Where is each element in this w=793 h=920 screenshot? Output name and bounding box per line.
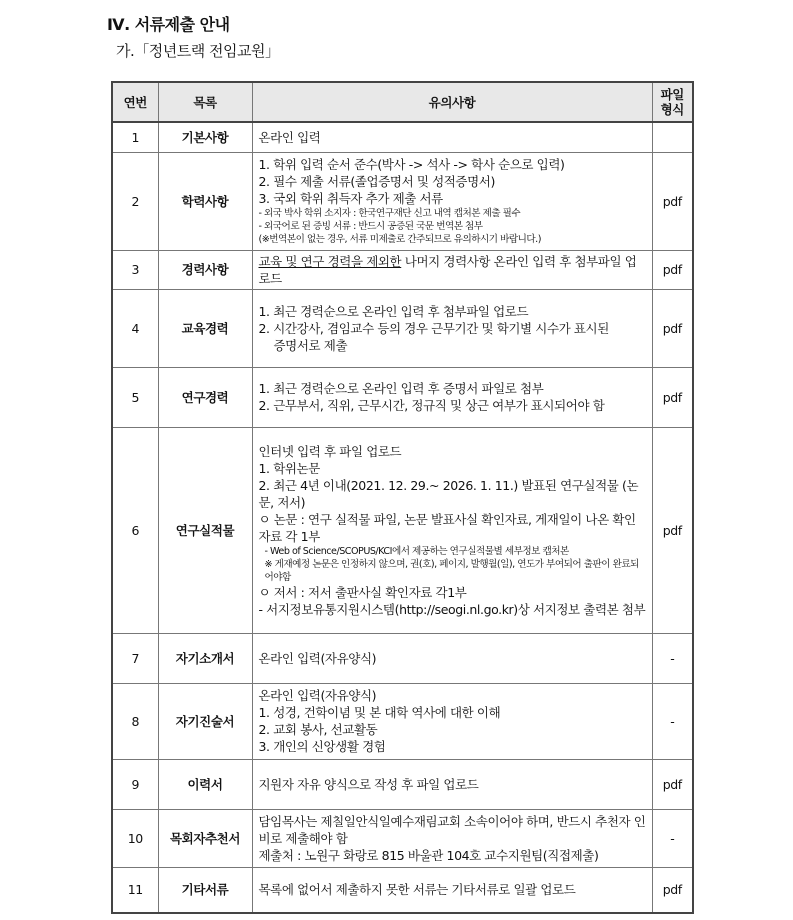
note-line: 2. 시간강사, 겸임교수 등의 경우 근무기간 및 학기별 시수가 표시된 — [258, 320, 609, 336]
table-row — [112, 809, 693, 867]
row-num: 5 — [112, 367, 158, 427]
note-underlined-text: 교육 및 연구 경력을 제외한 — [258, 253, 402, 269]
row-num: 4 — [112, 289, 158, 367]
row-name: 목회자추천서 — [158, 809, 252, 867]
row-type — [652, 122, 693, 152]
row-num: 3 — [112, 250, 158, 289]
row-note — [252, 633, 652, 683]
note-line: 1. 학위논문 — [258, 460, 320, 476]
row-name: 경력사항 — [158, 250, 252, 289]
row-num: 7 — [112, 633, 158, 683]
row-name: 기본사항 — [158, 122, 252, 152]
table-row — [112, 427, 693, 633]
header-type-line1: 파일 — [660, 87, 684, 102]
row-num: 9 — [112, 759, 158, 809]
header-note: 유의사항 — [252, 82, 652, 122]
note-line: 온라인 입력 — [258, 129, 321, 145]
row-type: pdf — [652, 759, 693, 809]
row-note — [252, 683, 652, 759]
note-line: 목록에 없어서 제출하지 못한 서류는 기타서류로 일괄 업로드 — [258, 882, 576, 898]
note-line: 2. 근무부서, 직위, 근무시간, 정규직 및 상근 여부가 표시되어야 함 — [258, 398, 605, 413]
row-note — [252, 867, 652, 913]
row-note — [252, 250, 652, 289]
row-note — [252, 809, 652, 867]
note-text: 나머지 경력사항 온라인 입력 후 첨부파일 업로드 — [258, 253, 637, 286]
row-type: pdf — [652, 367, 693, 427]
row-note — [252, 289, 652, 367]
note-line: 제출처 : 노원구 화랑로 815 바울관 104호 교수지원팀(직접제출) — [258, 847, 599, 863]
row-num: 8 — [112, 683, 158, 759]
row-type: pdf — [652, 867, 693, 913]
section-subheading: 가.「정년트랙 전임교원」 — [116, 42, 280, 60]
row-type: pdf — [652, 250, 693, 289]
row-name: 자기소개서 — [158, 633, 252, 683]
note-small-line: - 외국어로 된 증빙 서류 : 반드시 공증된 국문 번역본 첨부 — [258, 221, 483, 232]
row-name: 연구경력 — [158, 367, 252, 427]
note-line: 1. 최근 경력순으로 온라인 입력 후 첨부파일 업로드 — [258, 303, 529, 319]
row-num: 6 — [112, 427, 158, 633]
row-name: 이력서 — [158, 759, 252, 809]
row-num: 11 — [112, 867, 158, 913]
document-table — [111, 81, 694, 914]
note-line: 3. 국외 학위 취득자 추가 제출 서류 — [258, 191, 443, 206]
table-header-row — [112, 82, 693, 122]
row-note — [252, 759, 652, 809]
note-small-line: (※번역본이 없는 경우, 서류 미제출로 간주되므로 유의하시기 바랍니다.) — [258, 234, 541, 245]
note-line: - 서지정보유통지원시스템(http://seogi.nl.go.kr)상 서지정보 출력본 첨부 — [258, 601, 646, 617]
table-row — [112, 122, 693, 152]
row-num: 2 — [112, 152, 158, 250]
row-type: - — [652, 683, 693, 759]
note-line: ㅇ 저서 : 저서 출판사실 확인자료 각1부 — [258, 584, 467, 600]
header-type-line2: 형식 — [660, 102, 684, 117]
table-row — [112, 289, 693, 367]
row-type: - — [652, 809, 693, 867]
header-num: 연번 — [112, 82, 158, 122]
note-line: 1. 학위 입력 순서 준수(박사 -> 석사 -> 학사 순으로 입력) — [258, 157, 565, 172]
row-note — [252, 122, 652, 152]
note-line: 2. 최근 4년 이내(2021. 12. 29.~ 2026. 1. 11.) 발표된 연구실적물 (논문, 저서) — [258, 477, 639, 510]
note-line: 담임목사는 제칠일안식일예수재림교회 소속이어야 하며, 반드시 추천자 인비로 제출해야 함 — [258, 813, 646, 846]
row-num: 10 — [112, 809, 158, 867]
header-type — [652, 82, 693, 122]
note-line: 3. 개인의 신앙생활 경험 — [258, 739, 386, 754]
note-line: 2. 교회 봉사, 선교활동 — [258, 722, 378, 737]
table-row — [112, 867, 693, 913]
row-name: 교육경력 — [158, 289, 252, 367]
table-row — [112, 152, 693, 250]
note-line: 1. 최근 경력순으로 온라인 입력 후 증명서 파일로 첨부 — [258, 381, 544, 396]
row-name: 기타서류 — [158, 867, 252, 913]
note-line: 온라인 입력(자유양식) — [258, 688, 377, 703]
note-line: 인터넷 입력 후 파일 업로드 — [258, 443, 402, 459]
row-num: 1 — [112, 122, 158, 152]
note-line: 지원자 자유 양식으로 작성 후 파일 업로드 — [258, 776, 479, 792]
section-heading: Ⅳ. 서류제출 안내 — [107, 15, 230, 34]
row-type: pdf — [652, 427, 693, 633]
table-row — [112, 683, 693, 759]
row-note — [252, 152, 652, 250]
note-small-line: - 외국 박사 학위 소지자 : 한국연구재단 신고 내역 캡처본 제출 필수 — [258, 208, 521, 219]
row-name: 자기진술서 — [158, 683, 252, 759]
row-type: pdf — [652, 289, 693, 367]
table-row — [112, 633, 693, 683]
note-small-line: ※ 게재예정 논문은 인정하지 않으며, 권(호), 페이지, 발행월(일), 연도가 부여되어 출판이 완료되어야함 — [264, 558, 639, 583]
row-name: 연구실적물 — [158, 427, 252, 633]
row-note — [252, 367, 652, 427]
note-line: 증명서로 제출 — [273, 337, 348, 353]
header-name: 목록 — [158, 82, 252, 122]
row-note — [252, 427, 652, 633]
note-line: 1. 성경, 건학이념 및 본 대학 역사에 대한 이해 — [258, 705, 501, 720]
table-row — [112, 367, 693, 427]
note-line: 온라인 입력(자유양식) — [258, 650, 377, 666]
note-line: 2. 필수 제출 서류(졸업증명서 및 성적증명서) — [258, 174, 495, 189]
row-name: 학력사항 — [158, 152, 252, 250]
row-type: - — [652, 633, 693, 683]
table-row — [112, 250, 693, 289]
note-small-line: - Web of Science/SCOPUS/KCI에서 제공하는 연구실적물별 세부정보 캡처본 — [264, 545, 569, 557]
row-type: pdf — [652, 152, 693, 250]
note-line: ㅇ 논문 : 연구 실적물 파일, 논문 발표사실 확인자료, 게재일이 나온 확인 자료 각 1부 — [258, 511, 636, 544]
table-row — [112, 759, 693, 809]
